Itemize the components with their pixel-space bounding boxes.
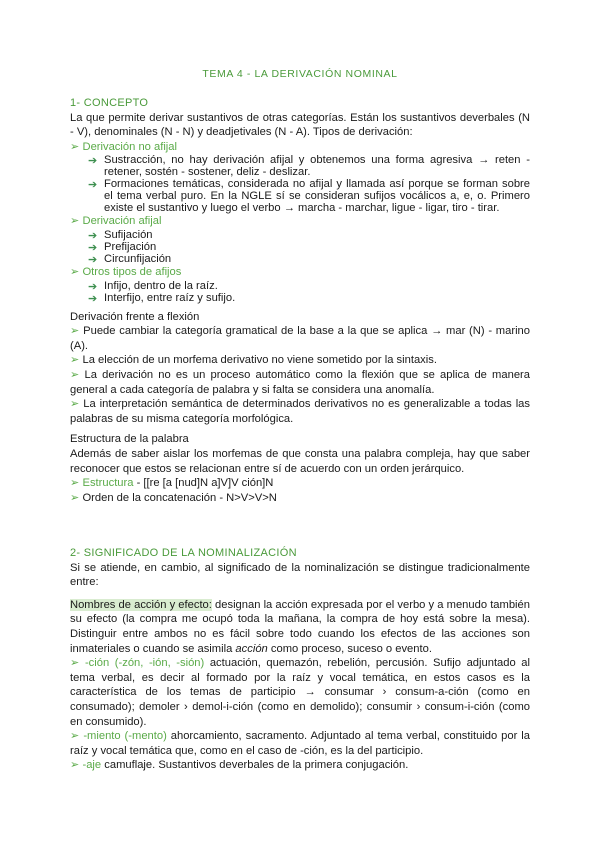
arrow-right-icon: ➔ [88, 155, 98, 168]
arrow-bullet-icon: ➢ [70, 657, 85, 670]
arrow-right-icon: ➔ [88, 229, 98, 242]
list-item: ➔ Prefijación [88, 240, 157, 254]
arrow-right-icon: ➔ [88, 280, 98, 293]
intro-paragraph: Si se atiende, en cambio, al significado de la nominalización se distingue tradicionalmente entre: [70, 561, 530, 589]
section-heading: 1- CONCEPTO [70, 97, 149, 109]
arrow-bullet-icon: ➢ [70, 759, 83, 772]
section-heading: 2- SIGNIFICADO DE LA NOMINALIZACIÓN [70, 547, 297, 559]
subheading-otros: ➢ Otros tipos de afijos [70, 265, 182, 278]
list-item: ➔ Circunfijación [88, 252, 172, 266]
arrow-bullet-icon: ➢ [70, 368, 85, 381]
list-item: ➢ La interpretación semántica de determinados derivativos no es generalizable a todas las palabras de su misma categoría morfológica. [70, 398, 530, 425]
list-item: ➢ La elección de un morfema derivativo no viene sometido por la sintaxis. [70, 354, 437, 367]
arrow-bullet-icon: ➢ [70, 398, 84, 411]
arrow-bullet-icon: ➢ [70, 215, 83, 228]
intro-paragraph: La que permite derivar sustantivos de otras categorías. Están los sustantivos deverbales (N - V), denominales (N - N) y deadjetivales (N - A). Tipos de derivación: [70, 111, 530, 139]
subheading-estructura: Estructura de la palabra [70, 433, 189, 446]
list-item: ➢ -miento (-mento) ahorcamiento, sacramento. Adjuntado al tema verbal, constituido por la raíz y vocal temática que, como en el caso de -ción, es la del participio. [70, 730, 530, 757]
list-item: ➢ La derivación no es un proceso automático como la flexión que se aplica de manera general a cada categoría de palabra y si falta se considera una anomalía. [70, 368, 530, 396]
section-significado [70, 546, 530, 773]
list-item: ➢ -aje camuflaje. Sustantivos deverbales de la primera conjugación. [70, 759, 409, 772]
list-item: ➔ Infijo, dentro de la raíz. [88, 279, 218, 293]
list-item: ➔ Sustracción, no hay derivación afijal y obtenemos una forma agresiva → reten - retener, sostén - sostener, deliz - deslizar. [88, 154, 530, 179]
subheading-no-afijal: ➢ Derivación no afijal [70, 140, 178, 153]
list-item: ➔ Interfijo, entre raíz y sufijo. [88, 291, 236, 305]
list-item: ➔ Formaciones temáticas, considerada no afijal y llamada así porque se forman sobre el tema verbal puro. En la NGLE sí se consideran sufijos vocálicos a, e, o. Primero existe el sustantivo y luego el verbo → marcha - marchar, ligue - ligar, tiro - tirar. [88, 178, 530, 215]
subheading-flexion: Derivación frente a flexión [70, 310, 200, 323]
list-item: ➔ Sufijación [88, 228, 153, 242]
arrow-bullet-icon: ➢ [70, 477, 83, 490]
arrow-right-icon: ➔ [88, 179, 98, 192]
arrow-bullet-icon: ➢ [70, 140, 83, 153]
section-concepto [70, 96, 530, 505]
document-title: TEMA 4 - LA DERIVACIÓN NOMINAL [202, 68, 398, 80]
arrow-bullet-icon: ➢ [70, 325, 84, 338]
arrow-bullet-icon: ➢ [70, 730, 84, 743]
accion-efecto-paragraph: Nombres de acción y efecto: designan la acción expresada por el verbo y a menudo también su efecto (la compra me ocupó toda la mañana, la compra de hoy está sobre la mesa). Distinguir entre ambos no es fácil sobre todo cuando los efectos de las acciones son inmateriales o cuando se asimila acción como proceso, suceso o evento. [70, 598, 530, 655]
list-item: ➢ Estructura - [[re [a [nud]N a]V]V ción]N [70, 477, 274, 490]
estructura-paragraph: Además de saber aislar los morfemas de que consta una palabra compleja, hay que saber reconocer que estos se relacionan entre sí de acuerdo con un orden jerárquico. [70, 447, 530, 475]
arrow-right-icon: ➔ [88, 241, 98, 254]
arrow-bullet-icon: ➢ [70, 354, 83, 367]
highlighted-term: Nombres de acción y efecto: [70, 598, 212, 611]
list-item: ➢ Puede cambiar la categoría gramatical de la base a la que se aplica → mar (N) - marino (A). [70, 325, 531, 352]
list-item: ➢ -ción (-zón, -ión, -sión) actuación, quemazón, rebelión, percusión. Sufijo adjuntado al tema verbal, es decir al formado por la raíz y vocal temática, en estos casos es la característica de los temas de participio → consumar › consum-a-ción (como en consumado); demoler › demol-i-ción (como en demolido); consumir › consum-i-ción (como en consumido). [70, 657, 530, 728]
arrow-bullet-icon: ➢ [70, 491, 83, 504]
arrow-right-icon: ➔ [88, 253, 98, 266]
subheading-afijal: ➢ Derivación afijal [70, 215, 162, 228]
arrow-right-icon: ➔ [88, 292, 98, 305]
arrow-bullet-icon: ➢ [70, 265, 83, 278]
list-item: ➢ Orden de la concatenación - N>V>V>N [70, 491, 277, 504]
